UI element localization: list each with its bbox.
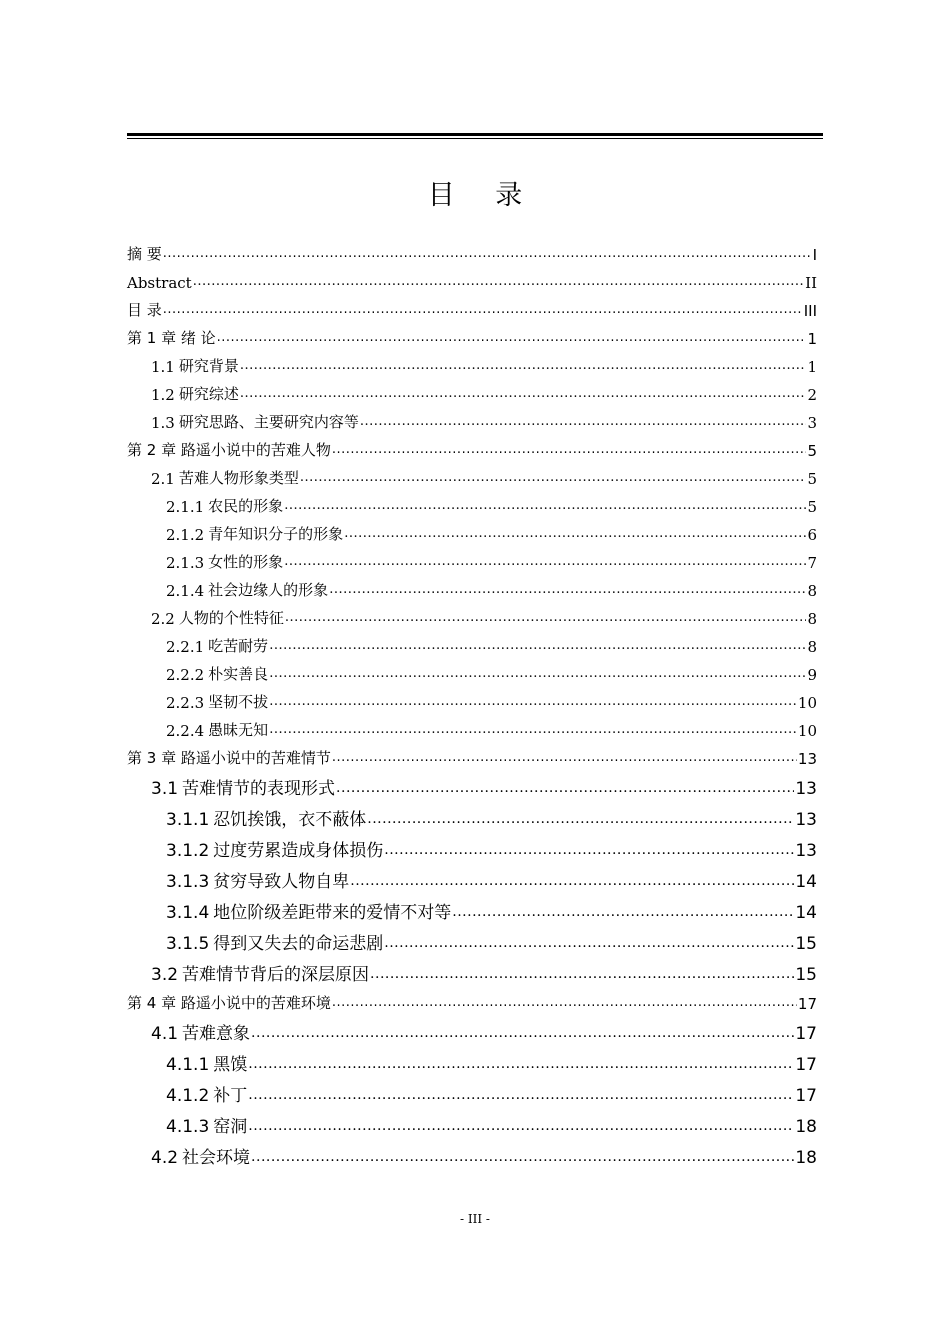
toc-entry-3-1-1[interactable] — [127, 799, 817, 830]
toc-entry-1-3[interactable] — [127, 404, 817, 432]
toc-page: 1 — [807, 330, 817, 348]
toc-entry-2-2-2[interactable] — [127, 656, 817, 684]
toc-leader — [240, 386, 807, 401]
toc-entry-3-1[interactable] — [127, 768, 817, 799]
toc-page: 15 — [795, 934, 817, 954]
toc-leader — [248, 1118, 794, 1134]
toc-label: 黑馍 — [213, 1055, 248, 1075]
toc-entry-4-1[interactable] — [127, 1013, 817, 1044]
toc-page: 17 — [795, 1055, 817, 1075]
toc-label: 第 4 章 路遥小说中的苦难环境 — [127, 994, 331, 1012]
toc-leader — [384, 935, 794, 951]
toc-leader — [332, 750, 797, 765]
toc-label: 过度劳累造成身体损伤 — [213, 841, 384, 861]
toc-entry-3-1-4[interactable] — [127, 892, 817, 923]
toc-label: Abstract — [127, 274, 192, 292]
toc-leader — [384, 842, 794, 858]
toc-leader — [248, 1087, 794, 1103]
toc-page: 14 — [795, 872, 817, 892]
toc-number: 2.1.2 — [166, 526, 205, 544]
toc-number: 3.1.1 — [166, 810, 210, 830]
toc-page: 5 — [807, 498, 817, 516]
toc-page: 13 — [797, 750, 817, 768]
toc-label: 苦难意象 — [182, 1024, 251, 1044]
toc-leader — [269, 694, 797, 709]
toc-leader — [452, 904, 794, 920]
toc-leader — [336, 780, 794, 796]
toc-number: 4.2 — [151, 1148, 179, 1168]
toc-page: 18 — [795, 1148, 817, 1168]
toc-leader — [367, 811, 794, 827]
toc-page: III — [803, 302, 817, 320]
toc-entry-3-2[interactable] — [127, 954, 817, 985]
toc-label: 窑洞 — [213, 1117, 248, 1137]
page-footer-number: - III - — [460, 1212, 490, 1226]
toc-entry-4-1-2[interactable] — [127, 1075, 817, 1106]
toc-leader — [163, 302, 803, 317]
toc-leader — [240, 358, 807, 373]
toc-leader — [332, 442, 807, 457]
toc-entry-4-2[interactable] — [127, 1137, 817, 1168]
toc-page: 10 — [797, 694, 817, 712]
toc-leader — [217, 330, 807, 345]
toc-page: 14 — [795, 903, 817, 923]
toc-page: 8 — [807, 610, 817, 628]
toc-number: 1.1 — [151, 358, 175, 376]
toc-label: 贫穷导致人物自卑 — [213, 872, 350, 892]
toc-page: II — [805, 274, 817, 292]
toc-number: 2.2 — [151, 610, 175, 628]
toc-entry-1-2[interactable] — [127, 376, 817, 404]
toc-leader — [370, 966, 794, 982]
toc-label: 农民的形象 — [208, 497, 284, 515]
toc-entry-1-1[interactable] — [127, 348, 817, 376]
toc-label: 女性的形象 — [208, 553, 284, 571]
toc-number: 2.1.4 — [166, 582, 205, 600]
toc-label: 补丁 — [213, 1086, 248, 1106]
toc-entry-3-1-2[interactable] — [127, 830, 817, 861]
toc-number: 3.1.2 — [166, 841, 210, 861]
toc-entry-2-2-1[interactable] — [127, 628, 817, 656]
toc-entry-contents[interactable] — [127, 292, 817, 320]
toc-number: 2.2.1 — [166, 638, 205, 656]
toc-entry-abstract-en[interactable] — [127, 264, 817, 292]
toc-page: 2 — [807, 386, 817, 404]
toc-entry-2-1-1[interactable] — [127, 488, 817, 516]
toc-page: 13 — [795, 779, 817, 799]
toc-page: 6 — [807, 526, 817, 544]
toc-page: 8 — [807, 582, 817, 600]
toc-label: 得到又失去的命运悲剧 — [213, 934, 384, 954]
toc-page: 9 — [807, 666, 817, 684]
toc-entry-2-1-4[interactable] — [127, 572, 817, 600]
toc-leader — [350, 873, 794, 889]
toc-number: 3.1.5 — [166, 934, 210, 954]
toc-number: 1.3 — [151, 414, 175, 432]
toc-number: 2.2.3 — [166, 694, 205, 712]
toc-number: 2.2.2 — [166, 666, 205, 684]
toc-label: 忍饥挨饿，衣不蔽体 — [213, 810, 367, 830]
toc-leader — [193, 274, 804, 289]
toc-entry-3-1-3[interactable] — [127, 861, 817, 892]
toc-label: 研究综述 — [178, 385, 239, 403]
table-of-contents — [127, 236, 817, 1168]
toc-entry-chapter-2[interactable] — [127, 432, 817, 460]
toc-label: 研究思路、主要研究内容等 — [178, 413, 359, 431]
toc-number: 3.1.4 — [166, 903, 210, 923]
toc-entry-3-1-5[interactable] — [127, 923, 817, 954]
toc-leader — [332, 995, 797, 1010]
toc-leader — [269, 666, 806, 681]
toc-page: 5 — [807, 470, 817, 488]
toc-leader — [360, 414, 807, 429]
toc-entry-abstract-cn[interactable] — [127, 236, 817, 264]
toc-number: 3.2 — [151, 965, 179, 985]
toc-page: 17 — [797, 995, 817, 1013]
toc-entry-chapter-1[interactable] — [127, 320, 817, 348]
toc-leader — [269, 638, 806, 653]
toc-number: 3.1.3 — [166, 872, 210, 892]
toc-entry-4-1-3[interactable] — [127, 1106, 817, 1137]
toc-leader — [248, 1056, 794, 1072]
toc-page: 1 — [807, 358, 817, 376]
toc-label: 摘 要 — [127, 245, 162, 263]
toc-label: 坚韧不拔 — [208, 693, 269, 711]
toc-entry-chapter-4[interactable] — [127, 985, 817, 1013]
toc-leader — [163, 246, 812, 261]
toc-number: 1.2 — [151, 386, 175, 404]
toc-leader — [344, 526, 806, 541]
toc-leader — [285, 610, 807, 625]
toc-label: 苦难情节背后的深层原因 — [182, 965, 370, 985]
toc-leader — [251, 1025, 794, 1041]
toc-page: 13 — [795, 841, 817, 861]
toc-page: 7 — [807, 554, 817, 572]
toc-leader — [300, 470, 807, 485]
toc-label: 第 2 章 路遥小说中的苦难人物 — [127, 441, 331, 459]
toc-label: 社会环境 — [182, 1148, 251, 1168]
toc-label: 苦难情节的表现形式 — [182, 779, 336, 799]
toc-page: 5 — [807, 442, 817, 460]
toc-leader — [284, 554, 806, 569]
page-title: 目 录 — [427, 180, 539, 211]
toc-label: 社会边缘人的形象 — [208, 581, 329, 599]
toc-label: 苦难人物形象类型 — [178, 469, 299, 487]
toc-label: 朴实善良 — [208, 665, 269, 683]
toc-page: 10 — [797, 722, 817, 740]
toc-label: 吃苦耐劳 — [208, 637, 269, 655]
toc-entry-2-1[interactable] — [127, 460, 817, 488]
toc-label: 第 1 章 绪 论 — [127, 329, 216, 347]
toc-label: 目 录 — [127, 301, 162, 319]
toc-leader — [269, 722, 797, 737]
toc-page: 17 — [795, 1024, 817, 1044]
toc-label: 人物的个性特征 — [178, 609, 284, 627]
toc-entry-2-2-3[interactable] — [127, 684, 817, 712]
toc-number: 4.1.3 — [166, 1117, 210, 1137]
toc-number: 2.2.4 — [166, 722, 205, 740]
toc-number: 3.1 — [151, 779, 179, 799]
toc-number: 2.1 — [151, 470, 175, 488]
toc-page: 17 — [795, 1086, 817, 1106]
toc-entry-2-2-4[interactable] — [127, 712, 817, 740]
toc-page: 8 — [807, 638, 817, 656]
toc-label: 第 3 章 路遥小说中的苦难情节 — [127, 749, 331, 767]
toc-page: 3 — [807, 414, 817, 432]
toc-leader — [251, 1149, 794, 1165]
toc-entry-2-1-3[interactable] — [127, 544, 817, 572]
header-rule-thick — [127, 133, 823, 136]
toc-number: 4.1 — [151, 1024, 179, 1044]
toc-entry-chapter-3[interactable] — [127, 740, 817, 768]
toc-number: 4.1.1 — [166, 1055, 210, 1075]
toc-label: 研究背景 — [178, 357, 239, 375]
toc-page: 13 — [795, 810, 817, 830]
toc-leader — [284, 498, 806, 513]
header-rule-thin — [127, 138, 823, 139]
toc-page: 15 — [795, 965, 817, 985]
toc-page: 18 — [795, 1117, 817, 1137]
toc-label: 地位阶级差距带来的爱情不对等 — [213, 903, 452, 923]
toc-number: 2.1.3 — [166, 554, 205, 572]
toc-number: 2.1.1 — [166, 498, 205, 516]
toc-number: 4.1.2 — [166, 1086, 210, 1106]
toc-entry-2-2[interactable] — [127, 600, 817, 628]
toc-entry-2-1-2[interactable] — [127, 516, 817, 544]
toc-label: 愚昧无知 — [208, 721, 269, 739]
toc-leader — [329, 582, 806, 597]
toc-page: I — [812, 246, 817, 264]
toc-label: 青年知识分子的形象 — [208, 525, 344, 543]
toc-entry-4-1-1[interactable] — [127, 1044, 817, 1075]
